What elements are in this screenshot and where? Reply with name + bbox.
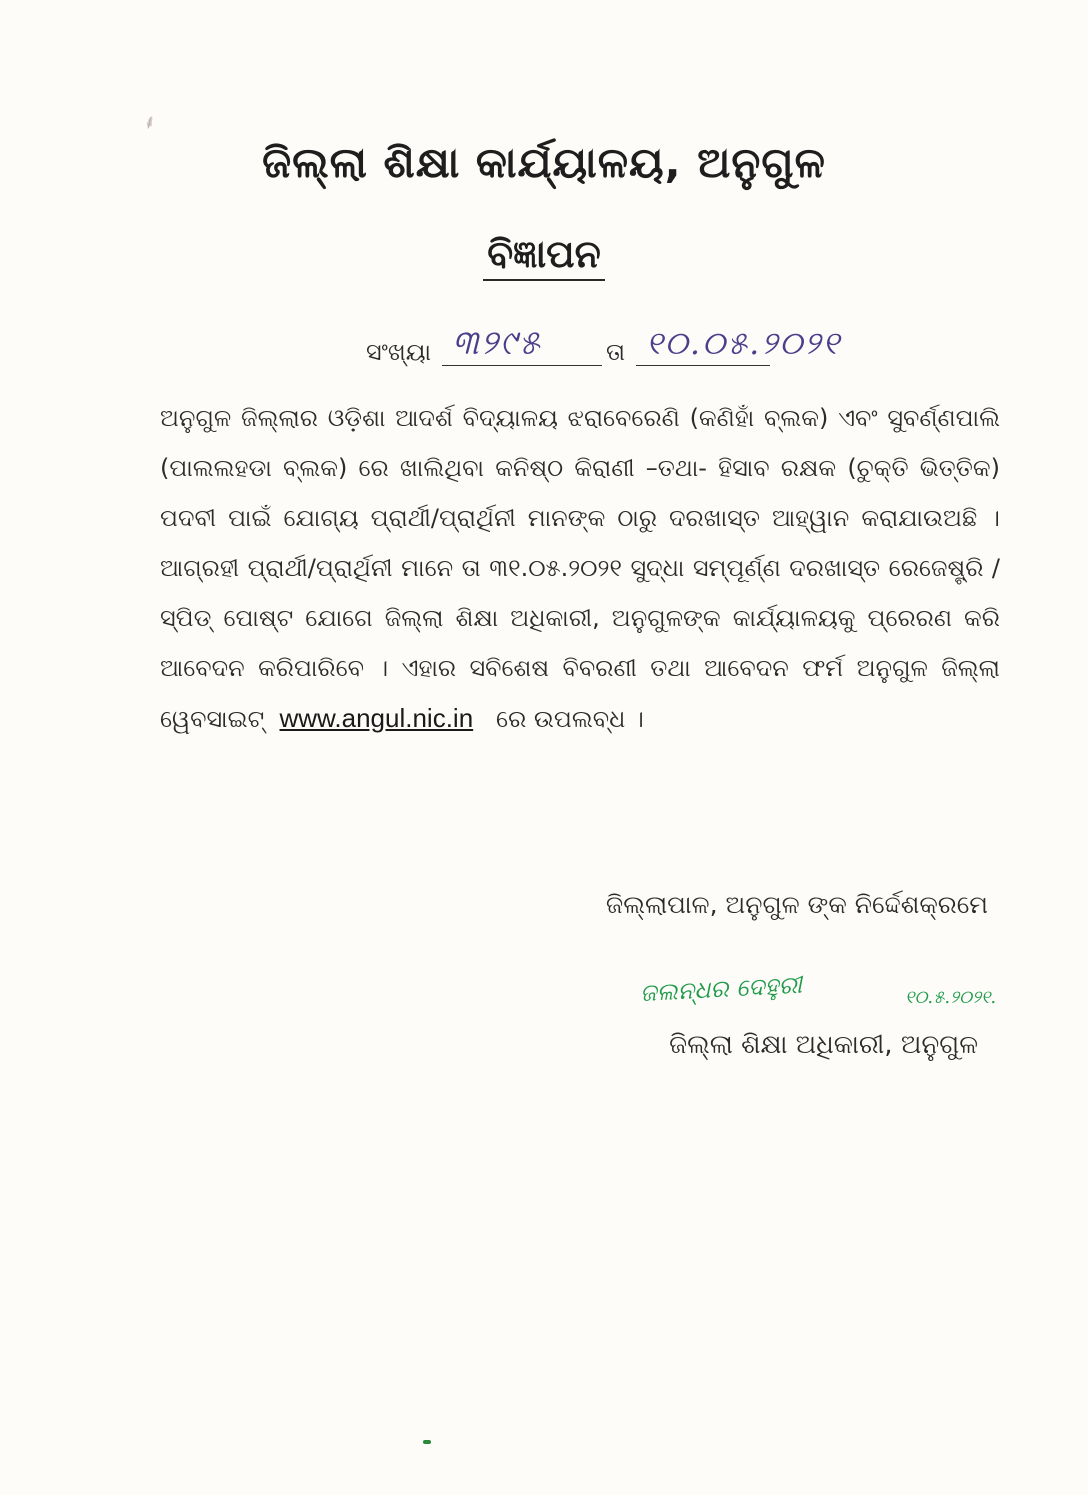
reference-date-label: ତା — [606, 338, 626, 366]
notice-body-text-end: ରେ ଉପଲବ୍ଧ । — [496, 705, 644, 733]
reference-date-value: ୧୦.୦୫.୨୦୨୧ — [646, 324, 842, 362]
collector-directive: ଜିଲ୍ଲାପାଳ, ଅନୁଗୁଳ ଙ୍କ ନିର୍ଦ୍ଦେଶକ୍ରମେ — [605, 890, 988, 919]
notice-heading-wrap — [0, 232, 1088, 281]
reference-date-field — [636, 324, 842, 366]
website-link[interactable]: www.angul.nic.in — [279, 703, 474, 733]
notice-heading: ବିଜ୍ଞାପନ — [483, 232, 605, 281]
notice-body — [160, 393, 1000, 744]
handwritten-signature — [639, 970, 997, 1015]
ink-speck — [423, 1440, 431, 1444]
office-title: ଜିଲ୍ଲା ଶିକ୍ଷା କାର୍ଯ୍ୟାଳୟ, ଅନୁଗୁଳ — [262, 138, 826, 187]
reference-number-field — [442, 325, 602, 366]
reference-line — [366, 322, 906, 372]
reference-number-label: ସଂଖ୍ୟା — [366, 338, 432, 366]
officer-designation: ଜିଲ୍ଲା ଶିକ୍ଷା ଅଧିକାରୀ, ଅନୁଗୁଳ — [669, 1030, 978, 1060]
reference-number-value: ୩୨୯୫ — [452, 323, 542, 363]
signature-name: ଜଲନ୍ଧର ଦେହୁରୀ — [639, 970, 803, 1008]
signature-date: ୧୦.୫.୨୦୨୧. — [905, 987, 997, 1008]
notice-body-text: ଅନୁଗୁଳ ଜିଲ୍ଲାର ଓଡ଼ିଶା ଆଦର୍ଶ ବିଦ୍ୟାଳୟ ଝରାବେରେଣି (କଣିହାଁ ବ୍ଲକ) ଏବଂ ସୁବର୍ଣ୍ଣପାଲି (ପାଲଲହଡା ବ୍ଲକ) ରେ ଖାଲିଥିବା କନିଷ୍ଠ କିରାଣୀ –ତଥା- ହିସାବ ରକ୍ଷକ (ଚୁକ୍ତି ଭିତ୍ତିକ) ପଦବୀ ପାଇଁ ଯୋଗ୍ୟ ପ୍ରାର୍ଥୀ/ପ୍ରାର୍ଥିନୀ ମାନଙ୍କ ଠାରୁ ଦରଖାସ୍ତ ଆହ୍ୱାନ କରାଯାଉଅଛି । ଆଗ୍ରହୀ ପ୍ରାର୍ଥୀ/ପ୍ରାର୍ଥିନୀ ମାନେ ତା ୩୧.୦୫.୨୦୨୧ ସୁଦ୍ଧା ସମ୍ପୂର୍ଣ୍ଣ ଦରଖାସ୍ତ ରେଜେଷ୍ଟ୍ରି / ସ୍ପିଡ୍ ପୋଷ୍ଟ ଯୋଗେ ଜିଲ୍ଲା ଶିକ୍ଷା ଅଧିକାରୀ, ଅନୁଗୁଳଙ୍କ କାର୍ଯ୍ୟାଳୟକୁ ପ୍ରେରଣ କରି ଆବେଦନ କରିପାରିବେ । ଏହାର ସବିଶେଷ ବିବରଣୀ ତଥା ଆବେଦନ ଫର୍ମ ଅନୁଗୁଳ ଜିଲ୍ଲା ୱେବସାଇଟ୍ — [160, 404, 1000, 733]
corner-scribble-mark: ⸙ — [140, 110, 160, 135]
